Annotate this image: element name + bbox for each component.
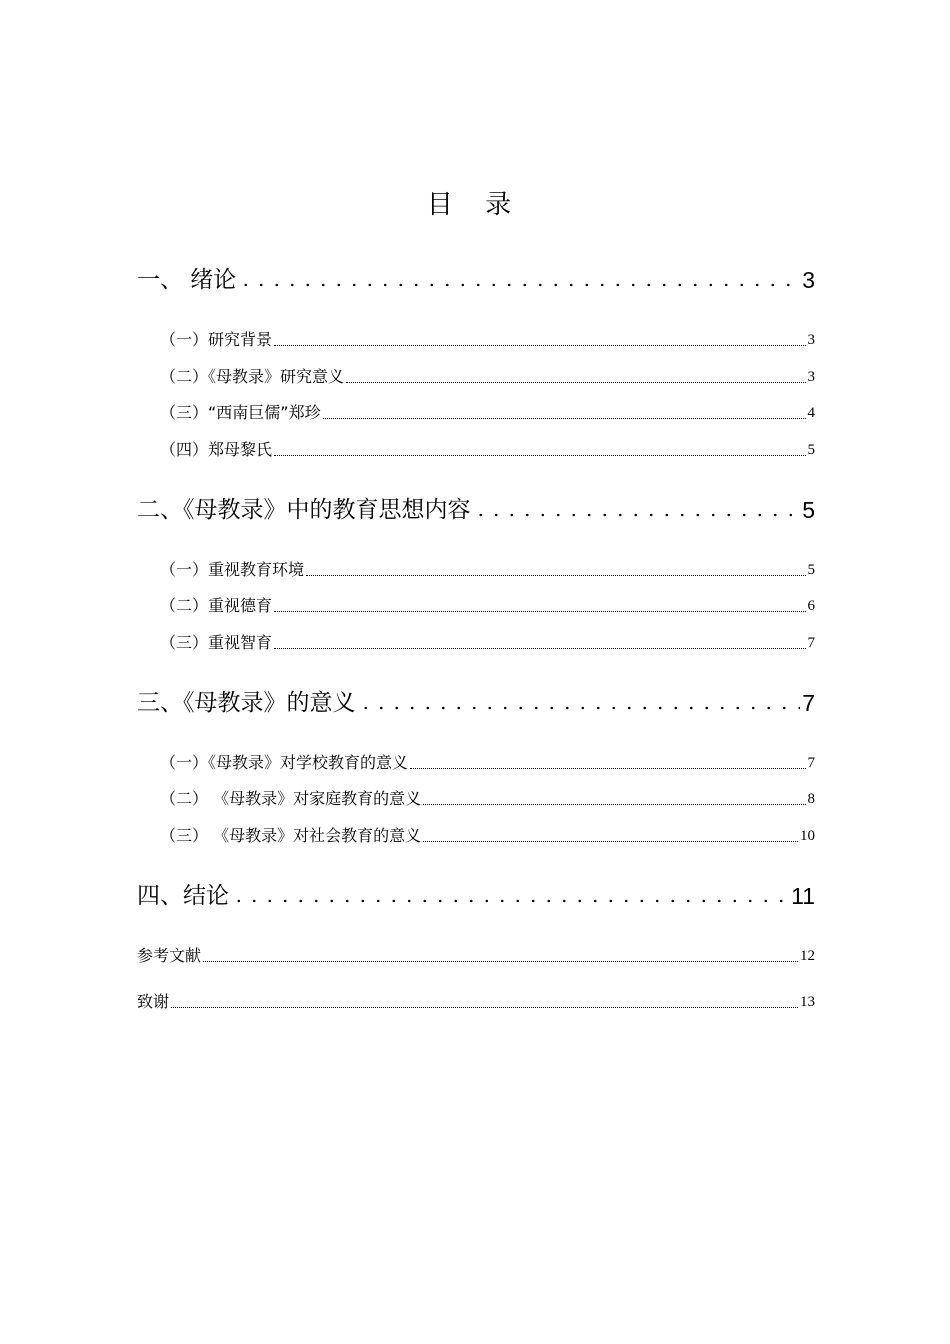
- toc-entry-label: 四、结论: [137, 883, 229, 909]
- toc-entry-label: （二） 《母教录》对家庭教育的意义: [160, 789, 422, 808]
- toc-backmatter-entry[interactable]: [137, 945, 815, 967]
- toc-entry-label: （一）重视教育环境: [160, 560, 305, 579]
- toc-chapter-entry[interactable]: [137, 687, 815, 719]
- toc-entry-page-number: 11: [791, 883, 815, 909]
- toc-entry-page-number: 8: [807, 791, 815, 807]
- toc-entry-page-number: 3: [807, 369, 815, 385]
- toc-chapter-entry[interactable]: [137, 264, 815, 296]
- dot-leader: [473, 512, 801, 518]
- dot-leader: [274, 648, 805, 649]
- toc-entry-label: 致谢: [137, 992, 170, 1011]
- toc-entry-page-number: 5: [807, 442, 815, 458]
- toc-title: 目 录: [426, 190, 524, 220]
- toc-entry-label: 三、《母教录》的意义: [137, 690, 356, 716]
- toc-entry-page-number: 6: [807, 598, 815, 614]
- dot-leader: [274, 455, 805, 456]
- dot-leader: [274, 611, 805, 612]
- toc-entry-page-number: 12: [800, 948, 815, 964]
- toc-entry-page-number: 7: [807, 755, 815, 771]
- dot-leader: [323, 418, 806, 419]
- dot-leader: [306, 575, 805, 576]
- toc-section-entry[interactable]: [160, 402, 815, 424]
- toc-entry-page-number: 13: [800, 994, 815, 1010]
- toc-entry-label: （二）重视德育: [160, 596, 273, 615]
- toc-entry-label: 参考文献: [137, 946, 202, 965]
- toc-entry-page-number: 5: [807, 562, 815, 578]
- toc-entry-page-number: 5: [802, 497, 815, 523]
- toc-section-entry[interactable]: [160, 632, 815, 654]
- dot-leader: [410, 768, 805, 769]
- dot-leader: [346, 382, 805, 383]
- dot-leader: [358, 705, 801, 711]
- toc-section-entry[interactable]: [160, 825, 815, 847]
- dot-leader: [203, 961, 798, 962]
- toc-section-entry[interactable]: [160, 329, 815, 351]
- dot-leader: [423, 804, 805, 805]
- toc-section-entry[interactable]: [160, 439, 815, 461]
- toc-backmatter-entry[interactable]: [137, 991, 815, 1013]
- toc-entry-label: （三）重视智育: [160, 633, 273, 652]
- toc-section-entry[interactable]: [160, 788, 815, 810]
- toc-entry-label: （一）研究背景: [160, 330, 273, 349]
- toc-entry-page-number: 7: [802, 690, 815, 716]
- toc-entry-label: （三） 《母教录》对社会教育的意义: [160, 826, 422, 845]
- toc-entry-label: （二）《母教录》研究意义: [160, 367, 345, 386]
- toc-section-entry[interactable]: [160, 595, 815, 617]
- dot-leader: [274, 345, 805, 346]
- toc-entry-page-number: 3: [802, 267, 815, 293]
- toc-section-entry[interactable]: [160, 752, 815, 774]
- toc-entry-page-number: 4: [807, 405, 815, 421]
- toc-entry-label: （一）《母教录》对学校教育的意义: [160, 753, 409, 772]
- toc-entry-label: （四）郑母黎氏: [160, 440, 273, 459]
- toc-entry-page-number: 10: [800, 828, 815, 844]
- toc-section-entry[interactable]: [160, 366, 815, 388]
- dot-leader: [231, 898, 789, 904]
- toc-entry-page-number: 3: [807, 332, 815, 348]
- toc-entry-label: 二、《母教录》中的教育思想内容: [137, 497, 471, 523]
- toc-entry-label: （三）“西南巨儒”郑珍: [160, 403, 321, 422]
- toc-entry-label: 一、 绪论: [137, 267, 237, 293]
- toc-section-entry[interactable]: [160, 559, 815, 581]
- toc-entry-page-number: 7: [807, 635, 815, 651]
- dot-leader: [238, 282, 800, 288]
- dot-leader: [423, 841, 798, 842]
- toc-chapter-entry[interactable]: [137, 494, 815, 526]
- toc-chapter-entry[interactable]: [137, 880, 815, 912]
- dot-leader: [171, 1007, 798, 1008]
